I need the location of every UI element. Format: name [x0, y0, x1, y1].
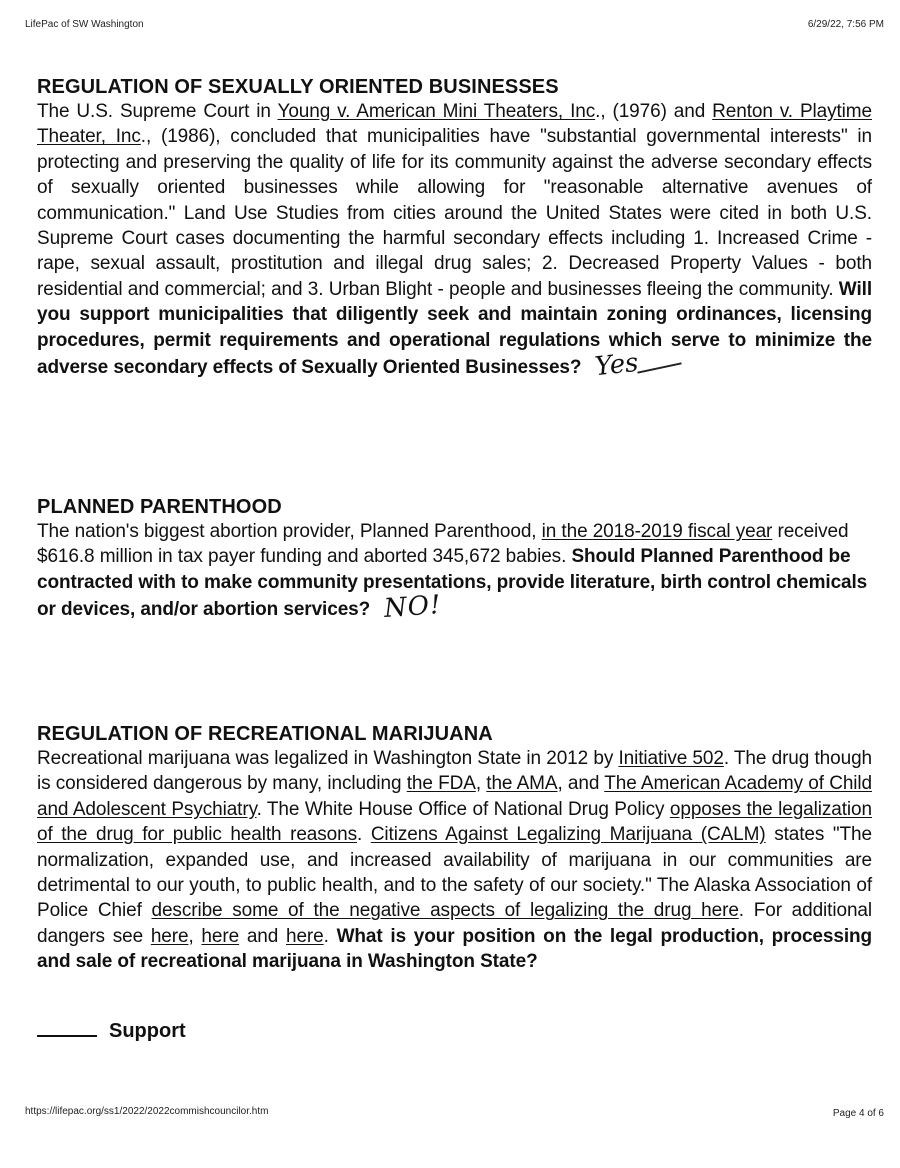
link-aacap[interactable]: The American Academy of Child and Adolescent Psychiatry [37, 773, 873, 820]
link-initiative-502[interactable]: Initiative 502 [618, 748, 724, 769]
body-text: The U.S. Supreme Court in [37, 101, 278, 122]
question-text: Should Planned Parenthood be contracted with to make community presentations, provide literature, birth control chemicals or devices, and/or abortion services? [37, 546, 868, 621]
body-text: Recreational marijuana was legalized in Washington State in 2012 by [37, 748, 619, 769]
link-calm[interactable]: Citizens Against Legalizing Marijuana (CALM) [370, 824, 766, 846]
body-text: ., (1986), concluded that municipalities have "substantial governmental interests" in protecting and preserving the quality of life for its community against the adverse secondary effects of sexually oriented businesses while allowing for "reasonable alternative avenues of communication." Land Use Studies from cities around the United States were cited in both U.S. Supreme Court cases documenting the harmful secondary effects including 1. Increased Crime - rape, sexual assault, prostitution and illegal drug sales; 2. Decreased Property Values - both residential and commercial; and 3. Urban Blight - people and businesses fleeing the community. [37, 126, 873, 300]
section-title: PLANNED PARENTHOOD [37, 496, 282, 518]
body-text: . The drug though is considered dangerous by many, including [37, 748, 873, 795]
section-sob-regulation [37, 75, 873, 383]
body-text: , and [557, 773, 605, 795]
question-text: Will you support municipalities that diligently seek and maintain zoning ordinances, licensing procedures, permit requirements and operational regulations which serve to minimize the adverse secondary effects of Sexually Oriented Businesses? [37, 278, 872, 379]
body-text: , [188, 925, 202, 947]
support-option [37, 1020, 186, 1043]
answer-blank[interactable] [37, 1035, 97, 1037]
section-marijuana-regulation [37, 722, 872, 975]
section-planned-parenthood [37, 495, 872, 623]
handwritten-answer: NO! [383, 590, 443, 625]
handwritten-stroke [637, 362, 681, 373]
body-text: ., (1976) and [595, 101, 713, 122]
link-ondcp-opposes[interactable]: opposes the legalization of the drug for public health reasons [37, 798, 872, 846]
body-text: . The White House Office of National Drug Policy [256, 798, 670, 820]
section-title: REGULATION OF SEXUALLY ORIENTED BUSINESSES [37, 76, 559, 98]
body-text: . [357, 824, 371, 846]
body-text: . For additional dangers see [37, 900, 873, 947]
link-police-chiefs[interactable]: describe some of the negative aspects of legalizing the drug here [151, 900, 739, 922]
support-label: Support [109, 1020, 186, 1042]
link-fda[interactable]: the FDA [406, 773, 476, 795]
link-young-v-american-mini-theaters[interactable]: Young v. American Mini Theaters, Inc [277, 101, 596, 122]
site-title: LifePac of SW Washington [25, 19, 144, 30]
body-text: states "The normalization, expanded use, and increased availability of marijuana in our communities are detrimental to our youth, to public health, and to the safety of our society." The Alaska Association of Police Chief [37, 824, 872, 922]
body-text: . [323, 925, 337, 947]
section-body [37, 746, 872, 975]
body-text: The nation's biggest abortion provider, Planned Parenthood, [37, 521, 542, 542]
link-here-3[interactable]: here [286, 925, 324, 947]
handwritten-answer: Yes [593, 347, 641, 383]
question-text: What is your position on the legal production, processing and sale of recreational marijuana in Washington State? [37, 925, 873, 973]
body-text: , [475, 773, 487, 795]
link-renton-v-playtime-theater[interactable]: Renton v. Playtime Theater, Inc [37, 101, 872, 148]
section-body [37, 519, 872, 623]
body-text: and [239, 925, 286, 947]
link-here-1[interactable]: here [150, 925, 189, 947]
link-here-2[interactable]: here [201, 925, 240, 947]
link-ama[interactable]: the AMA [486, 773, 558, 795]
body-text: received $616.8 million in tax payer funding and aborted 345,672 babies. [37, 521, 849, 568]
page-url: https://lifepac.org/ss1/2022/2022commishcouncilor.htm [25, 1106, 269, 1117]
link-fiscal-year[interactable]: in the 2018-2019 fiscal year [541, 521, 773, 542]
page-number: Page 4 of 6 [832, 1108, 884, 1119]
section-title: REGULATION OF RECREATIONAL MARIJUANA [37, 723, 493, 745]
section-body [37, 99, 873, 383]
print-datetime: 6/29/22, 7:56 PM [807, 19, 884, 30]
